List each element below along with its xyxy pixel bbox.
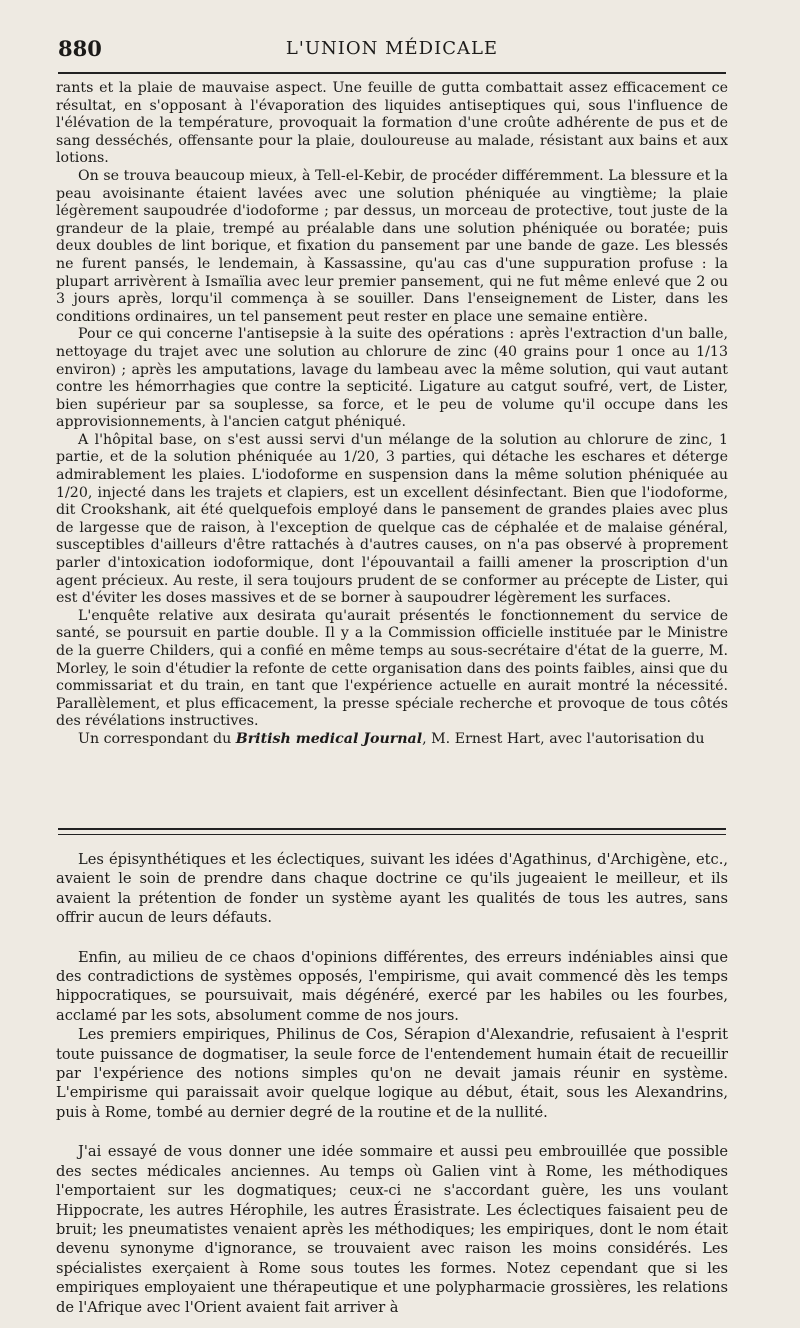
paragraph: On se trouva beaucoup mieux, à Tell-el-Kebir, de procéder différemment. La blessure et la peau avoisinante étaient lavées avec une solution phéniquée au vingtième; la plaie légèrement saupoudrée d'iodoforme ; par dessus, un morceau de protective, tout juste de la grandeur de la plaie, trempé au préalable dans une solution phéniquée ou boratée; puis deux doubles de lint borique, et fixation du pansement par une bande de gaze. Les blessés ne furent pansés, le lendemain, à Kassassine, qu'au cas d'une suppuration profuse : la plupart arrivèrent à Ismaïlia avec leur premier pansement, qui ne fut même enlevé que 2 ou 3 jours après, lorqu'il commença à se souiller. Dans l'enseignement de Lister, dans les conditions ordinaires, un tel pansement peut rester en place une semaine entière. <box>56 167 728 325</box>
paragraph: rants et la plaie de mauvaise aspect. Une feuille de gutta combattait assez efficacement ce résultat, en s'opposant à l'évaporation des liquides antiseptiques qui, sous l'influence de l'élévation de la température, provoquait la formation d'une croûte adhérente de pus et de sang desséchés, offensante pour la plaie, douloureuse au malade, résistant aux bains et aux lotions. <box>56 80 728 167</box>
main-text <box>56 80 728 749</box>
page-number: 880 <box>58 36 102 61</box>
header-rule <box>58 72 726 74</box>
feuilleton-paragraph: J'ai essayé de vous donner une idée sommaire et aussi peu embrouillée que possible des sectes médicales anciennes. Au temps où Galien vint à Rome, les méthodiques l'emportaient sur les dogmatiques; ceux-ci ne s'accordant guère, les uns voulant Hippocrate, les autres Hérophile, les autres Érasistrate. Les éclectiques faisaient peu de bruit; les pneumatistes venaient après les méthodiques; les empiriques, dont le nom était devenu synonyme d'ignorance, se trouvaient avec raison les moins considérés. Les spécialistes exerçaient à Rome sous toutes les formes. Notez cependant que si les empiriques employaient une thérapeutique et une polypharmacie grossières, les relations de l'Afrique avec l'Orient avaient fait arriver à <box>56 1143 728 1316</box>
running-title: L'UNION MÉDICALE <box>285 38 499 59</box>
feuilleton-paragraph: Les premiers empiriques, Philinus de Cos, Sérapion d'Alexandrie, refusaient à l'esprit toute puissance de dogmatiser, la seule force de l'entendement humain était de recueillir par l'expérience des notions simples qu'on ne devait jamais réunir en système. L'empirisme qui paraissait avoir quelque logique au début, était, sous les Alexandrins, puis à Rome, tombé au dernier degré de la routine et de la nullité. <box>56 1026 728 1121</box>
text-after-journal: , M. Ernest Hart, avec l'autorisation du <box>422 730 705 747</box>
journal-title: British medical Journal <box>235 730 423 747</box>
feuilleton-divider <box>58 828 726 835</box>
feuilleton-paragraph: Enfin, au milieu de ce chaos d'opinions différentes, des erreurs indéniables ainsi que des contradictions de systèmes opposés, l'empirisme, qui avait commencé dès les temps hippocratiques, se poursuivait, mais dégénéré, exercé par les habiles ou les fourbes, acclamé par les sots, absolument comme de nos jours. <box>56 948 728 1024</box>
feuilleton-text <box>56 850 728 1317</box>
paragraph: Pour ce qui concerne l'antisepsie à la suite des opérations : après l'extraction d'un balle, nettoyage du trajet avec une solution au chlorure de zinc (40 grains pour 1 once au 1/13 environ) ; après les amputations, lavage du lambeau avec la même solution, qui vaut autant contre les hémorrhagies que contre la septicité. Ligature au catgut soufré, vert, de Lister, bien supérieur par sa souplesse, sa force, et le peu de volume qu'il occupe dans les approvisionnements, à l'ancien catgut phéniqué. <box>56 326 728 431</box>
feuilleton-paragraph: Les épisynthétiques et les éclectiques, suivant les idées d'Agathinus, d'Archigène, etc., avaient le soin de prendre dans chaque doctrine ce qu'ils jugeaient le meilleur, et ils avaient la prétention de fonder un système ayant les qualités de tous les autres, sans offrir aucun de leurs défauts. <box>56 851 728 927</box>
page-header <box>58 34 726 64</box>
paragraph: L'enquête relative aux desirata qu'aurait présentés le fonctionnement du service de santé, se poursuit en partie double. Il y a la Commission officielle instituée par le Ministre de la guerre Childers, qui a confié en même temps au sous-secrétaire d'état de la guerre, M. Morley, le soin d'étudier la refonte de cette organisation dans des points faibles, ainsi que du commissariat et du train, en tant que l'expérience actuelle en aurait montré la nécessité. Parallèlement, et plus efficacement, la presse spéciale recherche et provoque de tous côtés des révélations instructives. <box>56 607 728 730</box>
paragraph-last-line <box>56 731 728 749</box>
text-before-journal: Un correspondant du <box>78 730 236 747</box>
paragraph: A l'hôpital base, on s'est aussi servi d'un mélange de la solution au chlorure de zinc, 1 partie, et de la solution phéniquée au 1/20, 3 parties, qui détache les eschares et déterge admirablement les plaies. L'iodoforme en suspension dans la même solution phéniquée au 1/20, injecté dans les trajets et clapiers, est un excellent désinfectant. Bien que l'iodoforme, dit Crookshank, ait été quelquefois employé dans le pansement de grandes plaies avec plus de largesse que de raison, à l'exception de quelque cas de céphalée et de malaise général, susceptibles d'ailleurs d'être rattachés à d'autres causes, on n'a pas observé à proprement parler d'intoxication iodoformique, dont l'épouvantail a failli amener la proscription d'un agent précieux. Au reste, il sera toujours prudent de se conformer au précepte de Lister, qui est d'éviter les doses massives et de se borner à saupoudrer légèrement les surfaces. <box>56 431 728 607</box>
